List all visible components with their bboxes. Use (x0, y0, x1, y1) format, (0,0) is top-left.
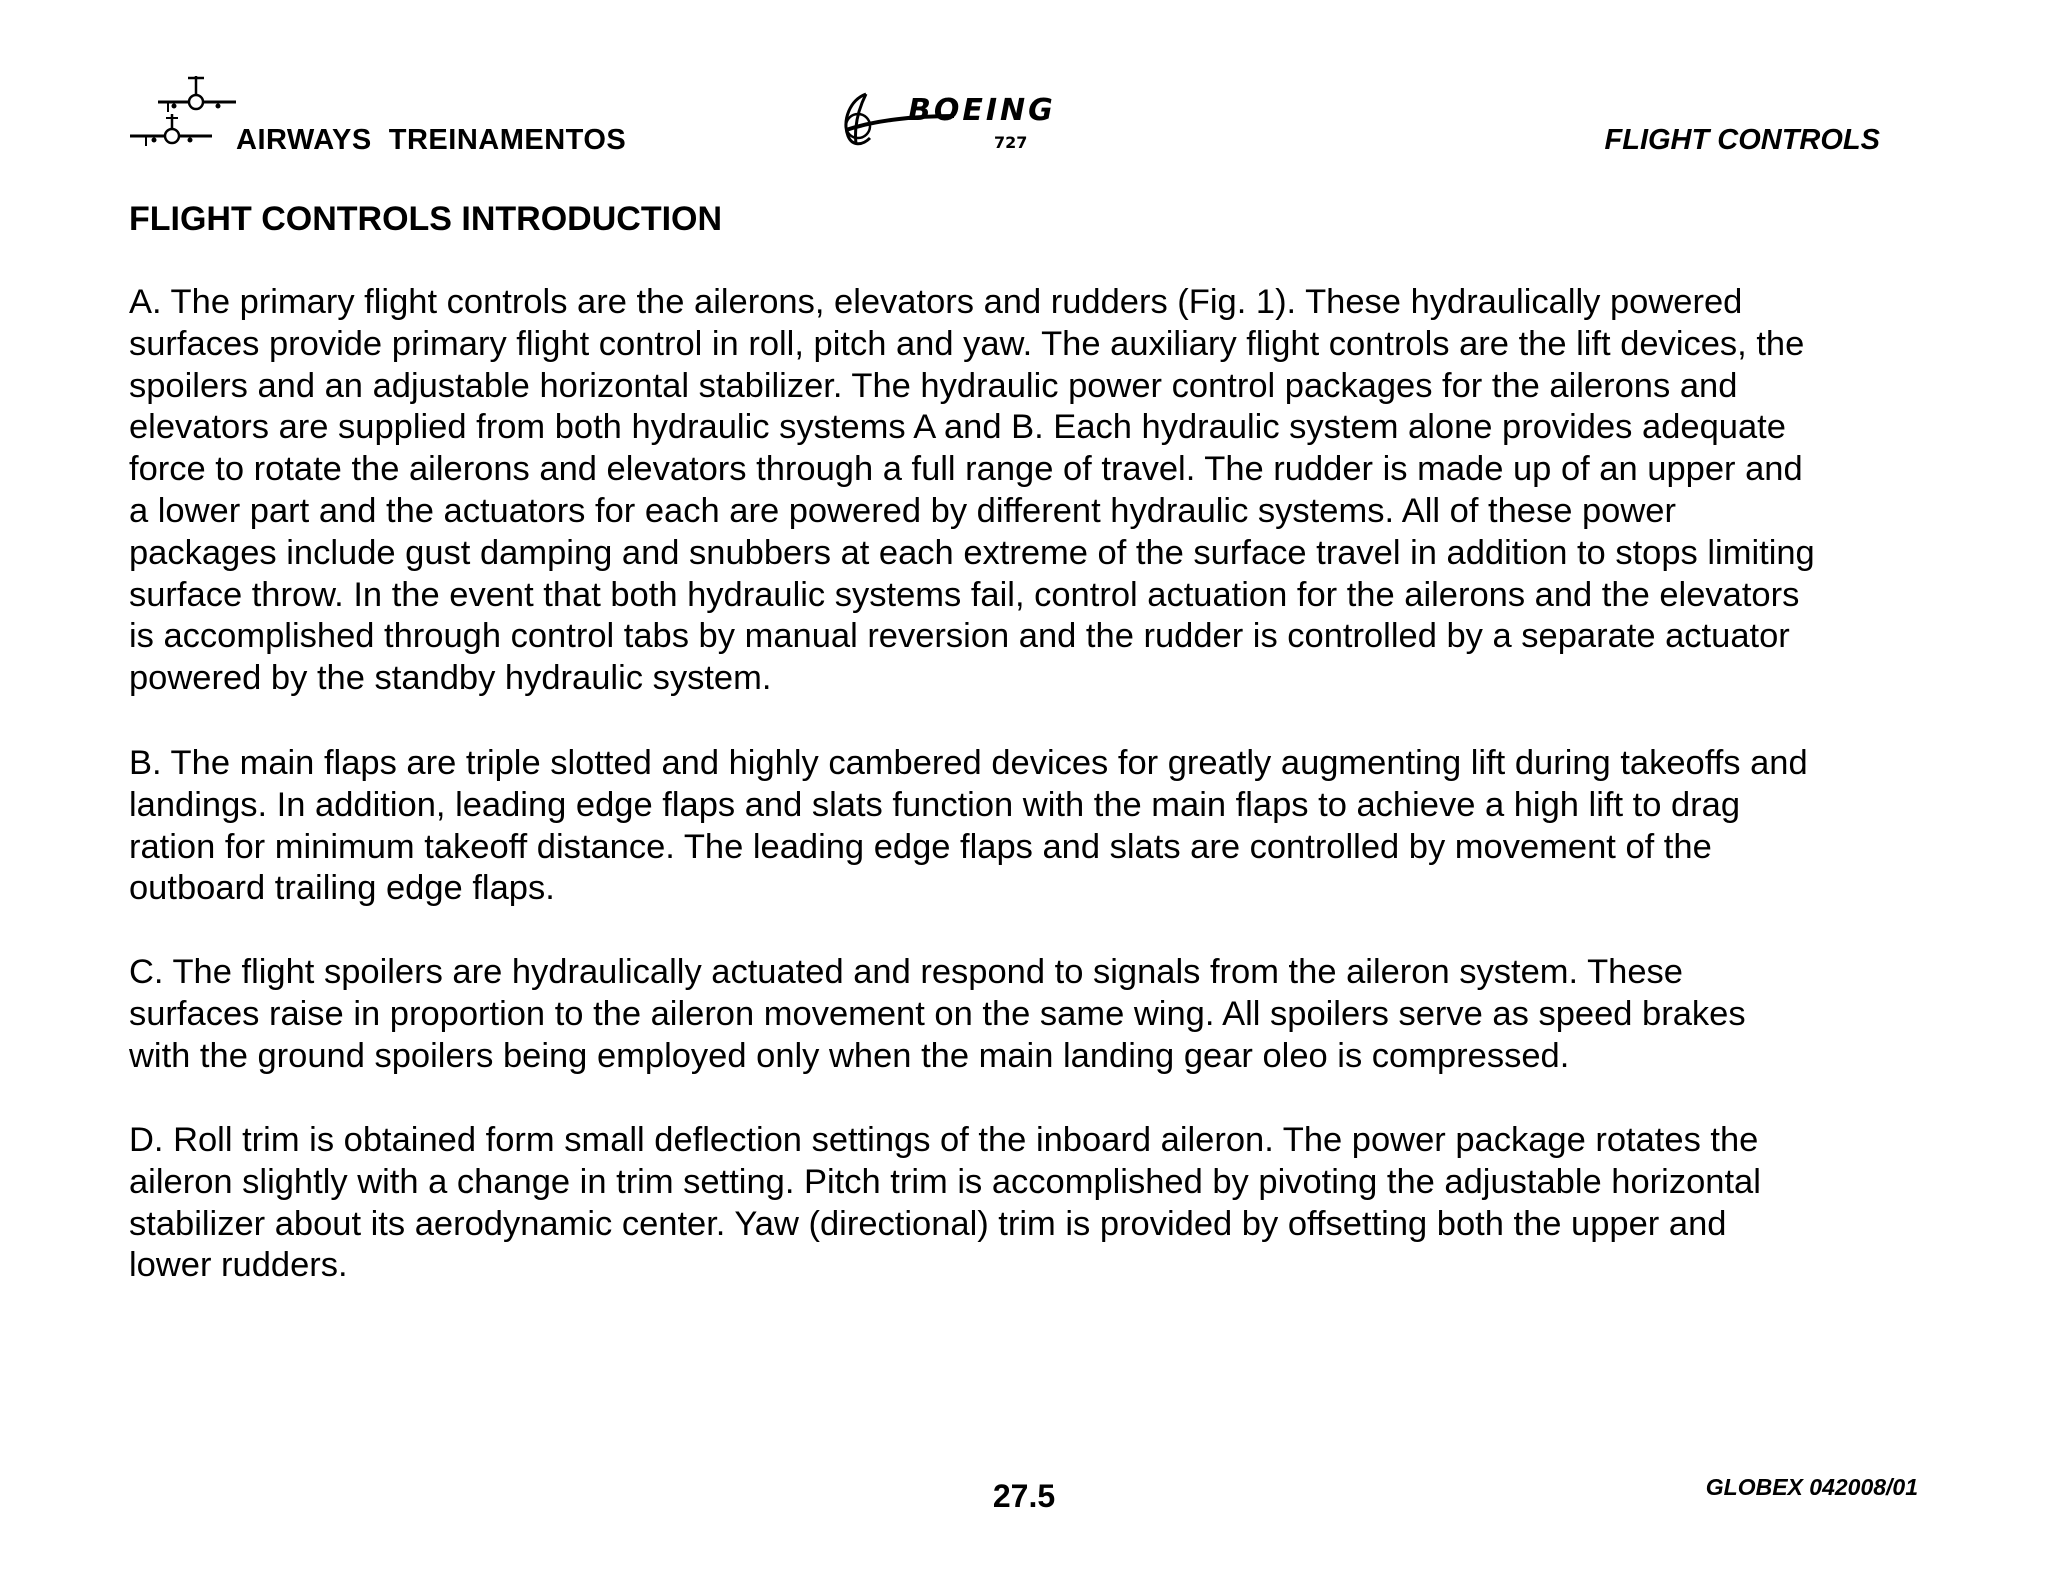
paragraph-line: surfaces raise in proportion to the aileron movement on the same wing. All spoilers serve as speed brakes (129, 994, 1746, 1033)
paragraph-line: stabilizer about its aerodynamic center. Yaw (directional) trim is provided by offsetting both the upper and (129, 1204, 1727, 1243)
paragraph-line: landings. In addition, leading edge flaps and slats function with the main flaps to achieve a high lift to drag (129, 785, 1741, 824)
header-section-title: FLIGHT CONTROLS (1604, 124, 1880, 156)
company-name: AIRWAYS TREINAMENTOS (236, 124, 627, 156)
paragraph-line: a lower part and the actuators for each are powered by different hydraulic systems. All of these power (129, 491, 1676, 530)
paragraph-line: C. The flight spoilers are hydraulically actuated and respond to signals from the aileron system. These (129, 953, 1683, 991)
paragraph-line: ration for minimum takeoff distance. The leading edge flaps and slats are controlled by movement of the (129, 827, 1712, 866)
paragraph-a (129, 282, 1919, 700)
airplane-logo-icon (128, 72, 238, 152)
paragraph-line: D. Roll trim is obtained form small deflection settings of the inboard aileron. The power package rotates the (129, 1121, 1759, 1159)
paragraph-line: surfaces provide primary flight control in roll, pitch and yaw. The auxiliary flight controls are the lift devices, the (129, 324, 1805, 363)
paragraph-line: surface throw. In the event that both hydraulic systems fail, control actuation for the ailerons and the elevators (129, 575, 1800, 614)
paragraph-d (129, 1120, 1919, 1287)
paragraph-line: lower rudders. (129, 1246, 348, 1285)
paragraph-line: outboard trailing edge flaps. (129, 869, 555, 908)
paragraph-line: A. The primary flight controls are the ailerons, elevators and rudders (Fig. 1). These hydraulically powered (129, 283, 1743, 321)
page-number: 27.5 (992, 1478, 1056, 1514)
boeing-logo (836, 86, 1106, 156)
paragraph-line: force to rotate the ailerons and elevators through a full range of travel. The rudder is made up of an upper and (129, 450, 1803, 489)
paragraph-line: spoilers and an adjustable horizontal stabilizer. The hydraulic power control packages for the ailerons and (129, 366, 1738, 405)
boeing-wordmark: BOEING (908, 93, 1056, 128)
document-code: GLOBEX 042008/01 (1705, 1474, 1918, 1500)
paragraph-c (129, 952, 1919, 1077)
page-title: FLIGHT CONTROLS INTRODUCTION (129, 200, 723, 238)
boeing-model: 727 (994, 133, 1028, 152)
paragraph-line: elevators are supplied from both hydraulic systems A and B. Each hydraulic system alone provides adequate (129, 408, 1786, 447)
paragraph-line: packages include gust damping and snubbers at each extreme of the surface travel in addition to stops limiting (129, 533, 1815, 572)
paragraph-line: aileron slightly with a change in trim setting. Pitch trim is accomplished by pivoting the adjustable horizontal (129, 1162, 1761, 1201)
paragraph-line: with the ground spoilers being employed only when the main landing gear oleo is compressed. (129, 1036, 1570, 1075)
paragraph-line: is accomplished through control tabs by manual reversion and the rudder is controlled by a separate actuator (129, 617, 1790, 656)
paragraph-line: B. The main flaps are triple slotted and highly cambered devices for greatly augmenting lift during takeoffs and (129, 744, 1808, 782)
paragraph-b (129, 743, 1919, 910)
paragraph-line: powered by the standby hydraulic system. (129, 659, 772, 698)
